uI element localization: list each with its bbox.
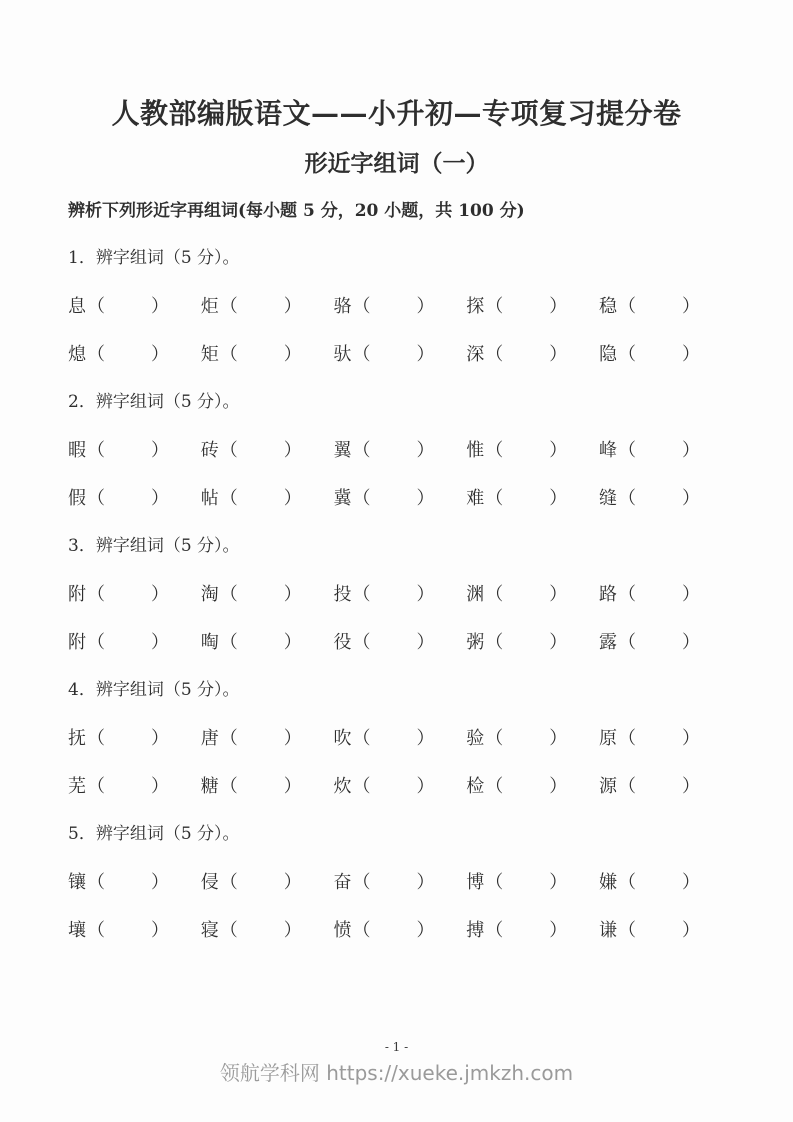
close-paren: ） <box>682 920 700 941</box>
close-paren: ） <box>416 488 435 509</box>
close-paren: ） <box>682 776 700 797</box>
character: 炬 <box>200 296 220 317</box>
char-cell <box>334 583 435 606</box>
char-cell <box>334 295 435 318</box>
close-paren: ） <box>416 296 435 317</box>
character-row <box>68 631 700 654</box>
open-paren: （ <box>87 440 105 461</box>
char-cell <box>68 631 169 654</box>
close-paren: ） <box>416 632 435 653</box>
open-paren: （ <box>618 488 636 509</box>
answer-blank <box>503 311 549 312</box>
character: 投 <box>333 584 353 605</box>
open-paren: （ <box>485 632 504 653</box>
close-paren: ） <box>549 344 568 365</box>
character: 难 <box>466 488 486 509</box>
char-cell <box>334 871 435 894</box>
open-paren: （ <box>485 584 504 605</box>
character: 寝 <box>200 920 220 941</box>
character: 附 <box>68 584 87 605</box>
open-paren: （ <box>485 296 504 317</box>
question-section-4 <box>68 679 700 798</box>
answer-blank <box>636 455 682 456</box>
close-paren: ） <box>549 440 568 461</box>
character: 缝 <box>599 488 618 509</box>
close-paren: ） <box>682 344 700 365</box>
close-paren: ） <box>151 584 169 605</box>
character-row <box>68 775 700 798</box>
close-paren: ） <box>283 728 302 749</box>
char-cell <box>68 727 169 750</box>
answer-blank <box>503 935 549 936</box>
char-cell <box>466 775 567 798</box>
close-paren: ） <box>682 584 700 605</box>
close-paren: ） <box>682 728 700 749</box>
answer-blank <box>238 503 284 504</box>
char-cell <box>466 439 567 462</box>
character: 唐 <box>200 728 220 749</box>
close-paren: ） <box>151 488 169 509</box>
character: 熄 <box>68 344 87 365</box>
question-section-1 <box>68 247 700 366</box>
close-paren: ） <box>416 440 435 461</box>
character: 吹 <box>333 728 353 749</box>
char-cell <box>334 487 435 510</box>
close-paren: ） <box>416 344 435 365</box>
section-heading: 2．辨字组词（5 分）。 <box>68 392 240 412</box>
character-row <box>68 919 700 942</box>
character: 深 <box>466 344 486 365</box>
close-paren: ） <box>283 872 302 893</box>
char-cell <box>599 775 700 798</box>
character: 炊 <box>333 776 353 797</box>
answer-blank <box>238 887 284 888</box>
char-cell <box>68 919 169 942</box>
answer-blank <box>636 311 682 312</box>
close-paren: ） <box>549 872 568 893</box>
close-paren: ） <box>682 872 700 893</box>
question-section-3 <box>68 535 700 654</box>
character: 息 <box>68 296 87 317</box>
answer-blank <box>503 791 549 792</box>
open-paren: （ <box>352 344 371 365</box>
open-paren: （ <box>618 344 636 365</box>
open-paren: （ <box>352 488 371 509</box>
close-paren: ） <box>283 440 302 461</box>
question-section-2 <box>68 391 700 510</box>
answer-blank <box>105 503 151 504</box>
close-paren: ） <box>416 584 435 605</box>
answer-blank <box>636 887 682 888</box>
open-paren: （ <box>219 344 238 365</box>
char-cell <box>201 487 302 510</box>
close-paren: ） <box>682 488 700 509</box>
character: 稳 <box>599 296 618 317</box>
character: 镶 <box>68 872 87 893</box>
answer-blank <box>371 935 417 936</box>
character: 砖 <box>200 440 220 461</box>
char-cell <box>201 343 302 366</box>
char-cell <box>466 343 567 366</box>
char-cell <box>68 439 169 462</box>
character: 检 <box>466 776 486 797</box>
open-paren: （ <box>352 584 371 605</box>
section-heading: 4．辨字组词（5 分）。 <box>68 680 240 700</box>
char-cell <box>201 727 302 750</box>
answer-blank <box>371 791 417 792</box>
open-paren: （ <box>219 776 238 797</box>
open-paren: （ <box>219 584 238 605</box>
char-cell <box>599 343 700 366</box>
character-row <box>68 295 700 318</box>
open-paren: （ <box>219 296 238 317</box>
character: 抚 <box>68 728 87 749</box>
char-cell <box>334 919 435 942</box>
character: 源 <box>599 776 618 797</box>
character: 芜 <box>68 776 87 797</box>
character: 奋 <box>333 872 353 893</box>
character: 帖 <box>200 488 220 509</box>
close-paren: ） <box>416 920 435 941</box>
answer-blank <box>503 743 549 744</box>
character: 谦 <box>599 920 618 941</box>
open-paren: （ <box>219 632 238 653</box>
open-paren: （ <box>618 728 636 749</box>
character-row <box>68 871 700 894</box>
char-cell <box>201 631 302 654</box>
character: 淘 <box>200 584 220 605</box>
open-paren: （ <box>485 440 504 461</box>
character: 冀 <box>333 488 353 509</box>
close-paren: ） <box>283 776 302 797</box>
open-paren: （ <box>219 920 238 941</box>
character: 啕 <box>200 632 220 653</box>
close-paren: ） <box>416 728 435 749</box>
close-paren: ） <box>151 440 169 461</box>
answer-blank <box>636 647 682 648</box>
character: 暇 <box>68 440 87 461</box>
char-cell <box>201 439 302 462</box>
answer-blank <box>105 599 151 600</box>
open-paren: （ <box>219 728 238 749</box>
answer-blank <box>503 359 549 360</box>
char-cell <box>599 727 700 750</box>
answer-blank <box>503 887 549 888</box>
char-cell <box>334 631 435 654</box>
character: 搏 <box>466 920 486 941</box>
open-paren: （ <box>87 584 105 605</box>
open-paren: （ <box>485 776 504 797</box>
char-cell <box>201 871 302 894</box>
char-cell <box>599 487 700 510</box>
answer-blank <box>636 791 682 792</box>
answer-blank <box>636 743 682 744</box>
open-paren: （ <box>87 296 105 317</box>
char-cell <box>599 919 700 942</box>
close-paren: ） <box>283 296 302 317</box>
close-paren: ） <box>151 872 169 893</box>
close-paren: ） <box>549 584 568 605</box>
open-paren: （ <box>87 872 105 893</box>
close-paren: ） <box>283 344 302 365</box>
close-paren: ） <box>682 632 700 653</box>
char-cell <box>599 631 700 654</box>
char-cell <box>201 295 302 318</box>
answer-blank <box>105 935 151 936</box>
character: 隐 <box>599 344 618 365</box>
open-paren: （ <box>352 440 371 461</box>
character: 渊 <box>466 584 486 605</box>
answer-blank <box>105 791 151 792</box>
answer-blank <box>636 503 682 504</box>
char-cell <box>68 487 169 510</box>
answer-blank <box>105 743 151 744</box>
open-paren: （ <box>352 776 371 797</box>
char-cell <box>68 871 169 894</box>
open-paren: （ <box>87 920 105 941</box>
answer-blank <box>105 647 151 648</box>
close-paren: ） <box>151 344 169 365</box>
character: 验 <box>466 728 486 749</box>
character: 探 <box>466 296 486 317</box>
character: 露 <box>599 632 618 653</box>
character-row <box>68 583 700 606</box>
answer-blank <box>636 935 682 936</box>
char-cell <box>334 727 435 750</box>
character: 粥 <box>466 632 486 653</box>
character: 附 <box>68 632 87 653</box>
answer-blank <box>238 791 284 792</box>
char-cell <box>466 631 567 654</box>
close-paren: ） <box>151 632 169 653</box>
answer-blank <box>238 455 284 456</box>
answer-blank <box>636 599 682 600</box>
answer-blank <box>238 359 284 360</box>
open-paren: （ <box>219 872 238 893</box>
sections-container <box>68 247 700 942</box>
open-paren: （ <box>618 872 636 893</box>
answer-blank <box>636 359 682 360</box>
char-cell <box>334 439 435 462</box>
char-cell <box>466 487 567 510</box>
char-cell <box>466 295 567 318</box>
answer-blank <box>238 311 284 312</box>
open-paren: （ <box>618 776 636 797</box>
character: 路 <box>599 584 618 605</box>
close-paren: ） <box>283 632 302 653</box>
open-paren: （ <box>618 440 636 461</box>
char-cell <box>68 295 169 318</box>
open-paren: （ <box>87 344 105 365</box>
char-cell <box>68 583 169 606</box>
char-cell <box>466 871 567 894</box>
open-paren: （ <box>618 296 636 317</box>
char-cell <box>334 343 435 366</box>
close-paren: ） <box>549 776 568 797</box>
open-paren: （ <box>219 488 238 509</box>
page-subtitle: 形近字组词（一） <box>304 150 489 177</box>
close-paren: ） <box>151 920 169 941</box>
section-heading: 1．辨字组词（5 分）。 <box>68 248 240 268</box>
answer-blank <box>371 311 417 312</box>
close-paren: ） <box>151 728 169 749</box>
page-number: - 1 - <box>384 1040 409 1054</box>
open-paren: （ <box>618 632 636 653</box>
open-paren: （ <box>352 872 371 893</box>
character: 翼 <box>333 440 353 461</box>
character: 博 <box>466 872 486 893</box>
char-cell <box>466 919 567 942</box>
character: 壤 <box>68 920 87 941</box>
char-cell <box>68 775 169 798</box>
char-cell <box>599 439 700 462</box>
close-paren: ） <box>682 440 700 461</box>
open-paren: （ <box>485 872 504 893</box>
answer-blank <box>238 647 284 648</box>
char-cell <box>599 871 700 894</box>
character-row <box>68 343 700 366</box>
answer-blank <box>503 455 549 456</box>
answer-blank <box>503 599 549 600</box>
open-paren: （ <box>618 920 636 941</box>
footer-site-link[interactable]: 领航学科网 https://xueke.jmkzh.com <box>219 1061 574 1085</box>
open-paren: （ <box>485 344 504 365</box>
open-paren: （ <box>485 920 504 941</box>
character-row <box>68 487 700 510</box>
open-paren: （ <box>219 440 238 461</box>
char-cell <box>201 775 302 798</box>
answer-blank <box>371 647 417 648</box>
close-paren: ） <box>151 776 169 797</box>
answer-blank <box>503 503 549 504</box>
char-cell <box>334 775 435 798</box>
answer-blank <box>238 599 284 600</box>
close-paren: ） <box>283 488 302 509</box>
answer-blank <box>371 599 417 600</box>
open-paren: （ <box>87 488 105 509</box>
close-paren: ） <box>549 488 568 509</box>
answer-blank <box>371 503 417 504</box>
section-heading: 3．辨字组词（5 分）。 <box>68 536 240 556</box>
character: 骆 <box>333 296 353 317</box>
character: 驮 <box>333 344 353 365</box>
answer-blank <box>371 743 417 744</box>
character: 愤 <box>333 920 353 941</box>
answer-blank <box>503 647 549 648</box>
close-paren: ） <box>416 872 435 893</box>
open-paren: （ <box>352 296 371 317</box>
char-cell <box>599 583 700 606</box>
open-paren: （ <box>87 728 105 749</box>
character: 役 <box>333 632 353 653</box>
character-row <box>68 727 700 750</box>
character: 嫌 <box>599 872 618 893</box>
close-paren: ） <box>549 632 568 653</box>
close-paren: ） <box>682 296 700 317</box>
close-paren: ） <box>549 728 568 749</box>
answer-blank <box>105 311 151 312</box>
section-heading: 5．辨字组词（5 分）。 <box>68 824 240 844</box>
character: 假 <box>68 488 87 509</box>
open-paren: （ <box>352 728 371 749</box>
close-paren: ） <box>549 920 568 941</box>
character: 峰 <box>599 440 618 461</box>
answer-blank <box>105 359 151 360</box>
char-cell <box>599 295 700 318</box>
answer-blank <box>105 887 151 888</box>
close-paren: ） <box>151 296 169 317</box>
answer-blank <box>238 743 284 744</box>
char-cell <box>201 919 302 942</box>
char-cell <box>201 583 302 606</box>
answer-blank <box>371 887 417 888</box>
char-cell <box>68 343 169 366</box>
open-paren: （ <box>485 728 504 749</box>
instruction-text: 辨析下列形近字再组词(每小题 5 分，20 小题，共 100 分) <box>68 201 525 221</box>
answer-blank <box>238 935 284 936</box>
open-paren: （ <box>618 584 636 605</box>
open-paren: （ <box>485 488 504 509</box>
open-paren: （ <box>352 632 371 653</box>
close-paren: ） <box>416 776 435 797</box>
open-paren: （ <box>87 776 105 797</box>
character: 惟 <box>466 440 486 461</box>
close-paren: ） <box>283 584 302 605</box>
char-cell <box>466 583 567 606</box>
char-cell <box>466 727 567 750</box>
question-section-5 <box>68 823 700 942</box>
close-paren: ） <box>549 296 568 317</box>
close-paren: ） <box>283 920 302 941</box>
character: 侵 <box>200 872 220 893</box>
character: 糖 <box>200 776 220 797</box>
page-footer <box>0 1040 793 1085</box>
character: 矩 <box>200 344 220 365</box>
answer-blank <box>371 455 417 456</box>
open-paren: （ <box>87 632 105 653</box>
page-title: 人教部编版语文——小升初—专项复习提分卷 <box>111 97 682 130</box>
character-row <box>68 439 700 462</box>
open-paren: （ <box>352 920 371 941</box>
character: 原 <box>599 728 618 749</box>
answer-blank <box>371 359 417 360</box>
answer-blank <box>105 455 151 456</box>
